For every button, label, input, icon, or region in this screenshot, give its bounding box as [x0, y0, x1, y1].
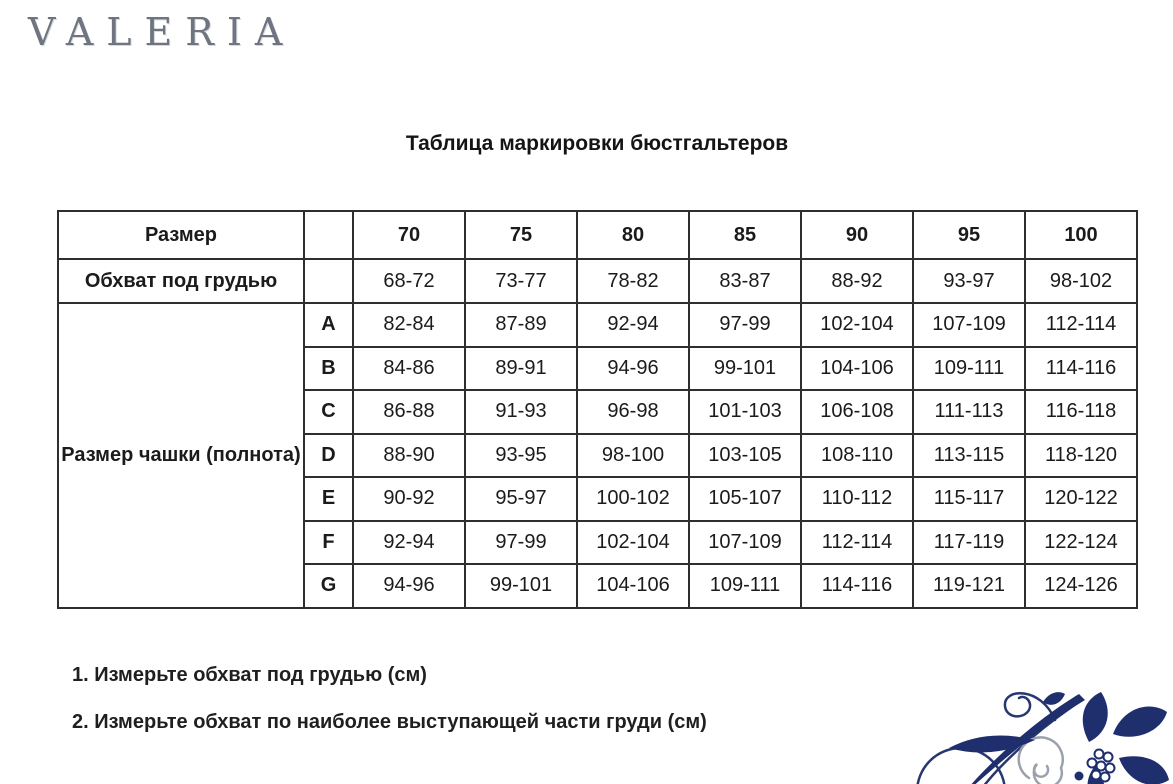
- data-cell: 122-124: [1025, 521, 1137, 565]
- cup-letter-cell: D: [304, 434, 353, 478]
- data-cell: 82-84: [353, 303, 465, 347]
- data-cell: 91-93: [465, 390, 577, 434]
- underbust-cell: 78-82: [577, 259, 689, 303]
- size-header-cell: 75: [465, 211, 577, 259]
- data-cell: 109-111: [689, 564, 801, 608]
- data-cell: 117-119: [913, 521, 1025, 565]
- data-cell: 94-96: [577, 347, 689, 391]
- data-cell: 103-105: [689, 434, 801, 478]
- data-cell: 118-120: [1025, 434, 1137, 478]
- data-cell: 106-108: [801, 390, 913, 434]
- table-row-cup-a: [58, 303, 1137, 347]
- floral-ornament-icon: [883, 680, 1173, 784]
- underbust-cell: 68-72: [353, 259, 465, 303]
- data-cell: 87-89: [465, 303, 577, 347]
- cup-letter-cell: E: [304, 477, 353, 521]
- data-cell: 109-111: [913, 347, 1025, 391]
- data-cell: 99-101: [689, 347, 801, 391]
- size-header-cell: 70: [353, 211, 465, 259]
- data-cell: 97-99: [465, 521, 577, 565]
- data-cell: 100-102: [577, 477, 689, 521]
- underbust-cell: 93-97: [913, 259, 1025, 303]
- measurement-instructions: [72, 664, 707, 758]
- data-cell: 98-100: [577, 434, 689, 478]
- data-cell: 102-104: [577, 521, 689, 565]
- data-cell: 86-88: [353, 390, 465, 434]
- data-cell: 89-91: [465, 347, 577, 391]
- cup-group-label: Размер чашки (полнота): [58, 303, 304, 608]
- data-cell: 93-95: [465, 434, 577, 478]
- data-cell: 97-99: [689, 303, 801, 347]
- data-cell: 99-101: [465, 564, 577, 608]
- data-cell: 112-114: [801, 521, 913, 565]
- empty-cell: [304, 259, 353, 303]
- size-header-cell: 85: [689, 211, 801, 259]
- data-cell: 112-114: [1025, 303, 1137, 347]
- data-cell: 104-106: [577, 564, 689, 608]
- underbust-cell: 73-77: [465, 259, 577, 303]
- data-cell: 114-116: [1025, 347, 1137, 391]
- page-title: Таблица маркировки бюстгальтеров: [405, 132, 789, 155]
- size-row-label: Размер: [58, 211, 304, 259]
- cup-letter-cell: B: [304, 347, 353, 391]
- size-header-cell: 80: [577, 211, 689, 259]
- underbust-cell: 88-92: [801, 259, 913, 303]
- data-cell: 116-118: [1025, 390, 1137, 434]
- data-cell: 101-103: [689, 390, 801, 434]
- data-cell: 92-94: [577, 303, 689, 347]
- instruction-step-2: 2. Измерьте обхват по наиболее выступающей части груди (см): [72, 711, 707, 733]
- data-cell: 124-126: [1025, 564, 1137, 608]
- cup-letter-cell: F: [304, 521, 353, 565]
- size-header-cell: 95: [913, 211, 1025, 259]
- data-cell: 113-115: [913, 434, 1025, 478]
- data-cell: 115-117: [913, 477, 1025, 521]
- underbust-cell: 98-102: [1025, 259, 1137, 303]
- data-cell: 102-104: [801, 303, 913, 347]
- data-cell: 108-110: [801, 434, 913, 478]
- bra-size-table: [57, 210, 1138, 609]
- data-cell: 104-106: [801, 347, 913, 391]
- data-cell: 107-109: [689, 521, 801, 565]
- table-row-size: [58, 211, 1137, 259]
- data-cell: 114-116: [801, 564, 913, 608]
- table-row-underbust: [58, 259, 1137, 303]
- data-cell: 119-121: [913, 564, 1025, 608]
- data-cell: 111-113: [913, 390, 1025, 434]
- size-header-cell: 100: [1025, 211, 1137, 259]
- underbust-cell: 83-87: [689, 259, 801, 303]
- instruction-step-1: 1. Измерьте обхват под грудью (см): [72, 664, 427, 686]
- size-header-cell: 90: [801, 211, 913, 259]
- underbust-row-label: Обхват под грудью: [58, 259, 304, 303]
- data-cell: 92-94: [353, 521, 465, 565]
- data-cell: 90-92: [353, 477, 465, 521]
- data-cell: 84-86: [353, 347, 465, 391]
- data-cell: 88-90: [353, 434, 465, 478]
- cup-letter-cell: G: [304, 564, 353, 608]
- cup-letter-cell: C: [304, 390, 353, 434]
- data-cell: 120-122: [1025, 477, 1137, 521]
- data-cell: 96-98: [577, 390, 689, 434]
- data-cell: 110-112: [801, 477, 913, 521]
- cup-letter-cell: A: [304, 303, 353, 347]
- data-cell: 95-97: [465, 477, 577, 521]
- brand-logo: VALERIA: [28, 10, 296, 54]
- data-cell: 107-109: [913, 303, 1025, 347]
- data-cell: 105-107: [689, 477, 801, 521]
- empty-cell: [304, 211, 353, 259]
- data-cell: 94-96: [353, 564, 465, 608]
